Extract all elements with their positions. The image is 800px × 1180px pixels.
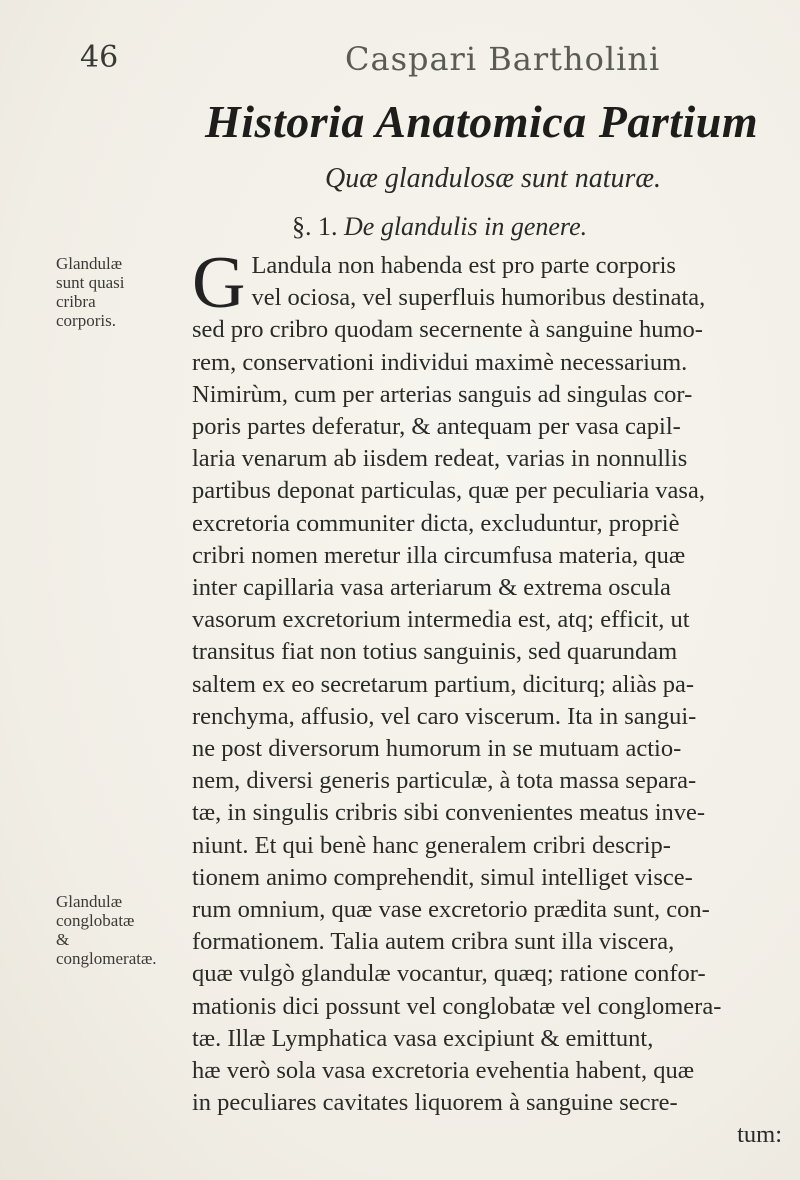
text-line: cribri nomen meretur illa circumfusa materia, quæ (192, 541, 686, 569)
text-line: excretoria communiter dicta, excluduntur, propriè (192, 509, 680, 537)
text-line: Nimirùm, cum per arterias sanguis ad singulas cor- (192, 380, 693, 408)
text-line: niunt. Et qui benè hanc generalem cribri descrip- (192, 831, 671, 859)
text-line: tum: (737, 1121, 782, 1149)
section-number: §. 1. (292, 212, 338, 241)
text-line: laria venarum ab iisdem redeat, varias in nonnullis (192, 445, 688, 473)
text-line: vasorum excretorium intermedia est, atq; efficit, ut (192, 606, 690, 634)
text-line: poris partes deferatur, & antequam per vasa capil- (192, 413, 681, 441)
page-number: 46 (80, 40, 119, 75)
text-line: hæ verò sola vasa excretoria evehentia habent, quæ (192, 1057, 695, 1085)
text-line: formationem. Talia autem cribra sunt illa viscera, (192, 928, 675, 956)
text-line: transitus fiat non totius sanguinis, sed quarundam (192, 638, 678, 666)
section-title: De glandulis in genere. (344, 212, 588, 241)
text-line: vel ociosa, vel superfluis humoribus destinata, (251, 284, 706, 312)
text-line: ne post diversorum humorum in se mutuam actio- (192, 735, 682, 763)
text-line: saltem ex eo secretarum partium, diciturq; aliàs pa- (192, 670, 695, 698)
text-line: Landula non habenda est pro parte corporis (251, 252, 676, 279)
text-line: sed pro cribro quodam secernente à sanguine humo- (192, 316, 703, 344)
page-header (80, 40, 760, 80)
text-line: in peculiares cavitates liquorem à sanguine secre- (192, 1089, 678, 1117)
text-line: tæ. Illæ Lymphatica vasa excipiunt & emittunt, (192, 1024, 654, 1052)
running-head: Caspari Bartholini (345, 40, 661, 78)
text-line: rum omnium, quæ vase excretorio prædita sunt, con- (192, 896, 710, 924)
text-line: renchyma, affusio, vel caro viscerum. Ita in sangui- (192, 702, 697, 730)
chapter-subtitle: Quæ glandulosæ sunt naturæ. (325, 163, 662, 194)
margin-note-2: Glandulæ conglobatæ & conglomeratæ. (56, 892, 157, 968)
drop-cap: G (192, 242, 246, 324)
text-line: mationis dici possunt vel conglobatæ vel conglomera- (192, 992, 722, 1020)
chapter-title: Historia Anatomica Partium (205, 96, 759, 147)
section-heading (292, 212, 587, 242)
text-line: nem, diversi generis particulæ, à tota massa separa- (192, 767, 697, 795)
text-line: inter capillaria vasa arteriarum & extrema oscula (192, 574, 671, 602)
body-text (192, 242, 782, 1152)
text-line: tæ, in singulis cribris sibi convenientes meatus inve- (192, 799, 706, 827)
text-line: partibus deponat particulas, quæ per peculiaria vasa, (192, 477, 705, 505)
text-line: quæ vulgò glandulæ vocantur, quæq; ratione confor- (192, 960, 706, 988)
text-line: tionem animo comprehendit, simul intelliget visce- (192, 863, 693, 891)
text-line: rem, conservationi individui maximè necessarium. (192, 348, 688, 376)
margin-note-1: Glandulæ sunt quasi cribra corporis. (56, 254, 125, 330)
